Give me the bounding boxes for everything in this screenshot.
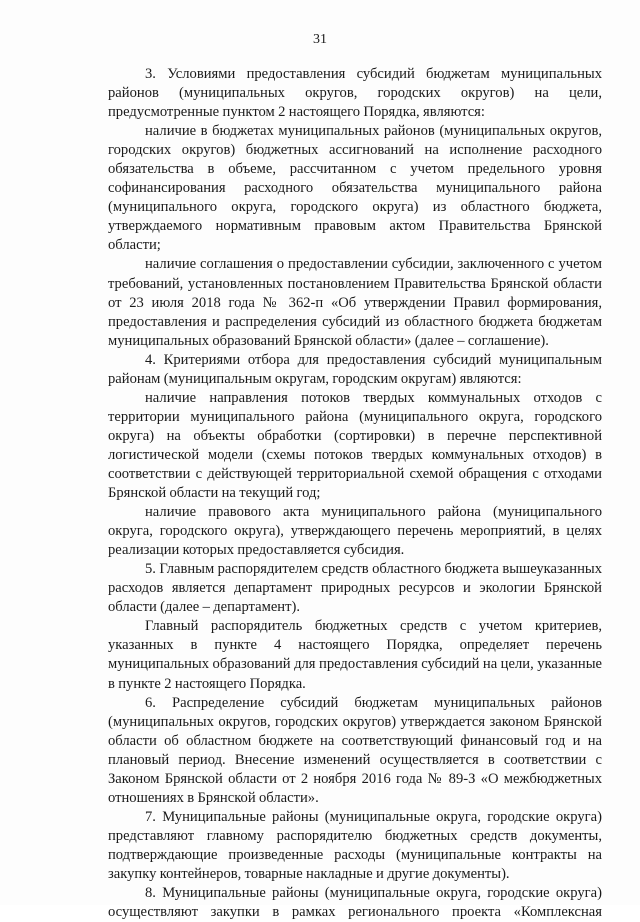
paragraph-waste-flows: наличие направления потоков твердых коммунальных отходов с территории муниципального района (муниципального округа, городского округа) на объекты обработки (сортировки) в перечне перспективной логистической модели (схемы потоков твердых коммунальных отходов) в соответствии с действующей территориальной схемой обращения с отходами Брянской области на текущий год; — [108, 389, 602, 502]
paragraph-legal-act: наличие правового акта муниципального района (муниципального округа, городского округа), утверждающего перечень мероприятий, в целях реализации которых предоставляется субсидия. — [108, 504, 602, 559]
paragraph-7-documents: 7. Муниципальные районы (муниципальные округа, городские округа) представляют главному распорядителю бюджетных средств документы, подтверждающие произведенные расходы (муниципальные контракты на закупку контейнеров, товарные накладные и другие документы). — [108, 808, 602, 882]
paragraph-agreement: наличие соглашения о предоставлении субсидии, заключенного с учетом требований, установленных постановлением Правительства Брянской области от 23 июля 2018 года № 362-п «Об утверждении Правил формирования, предоставления и распределения субсидий из областного бюджета бюджетам муниципальных образований Брянской области» (далее – соглашение). — [108, 256, 602, 349]
paragraph-4-criteria: 4. Критериями отбора для предоставления субсидий муниципальным районам (муниципальным округам, городским округам) являются: — [108, 351, 602, 387]
paragraph-8-procurement: 8. Муниципальные районы (муниципальные округа, городские округа) осуществляют закупки в рамках регионального проекта «Комплексная — [108, 885, 602, 921]
document-body — [108, 65, 602, 922]
page-number: 31 — [313, 32, 327, 47]
paragraph-administrator-list: Главный распорядитель бюджетных средств с учетом критериев, указанных в пункте 4 настоящего Порядка, определяет перечень муниципальных образований для предоставления субсидий на цели, указанные в пункте 2 настоящего Порядка. — [108, 618, 602, 692]
paragraph-3-conditions: 3. Условиями предоставления субсидий бюджетам муниципальных районов (муниципальных округов, городских округов) на цели, предусмотренные пунктом 2 настоящего Порядка, являются: — [108, 66, 602, 121]
paragraph-5-chief-administrator: 5. Главным распорядителем средств областного бюджета вышеуказанных расходов является департамент природных ресурсов и экологии Брянской области (далее – департамент). — [108, 561, 602, 616]
paragraph-budget-allocations: наличие в бюджетах муниципальных районов (муниципальных округов, городских округов) бюджетных ассигнований на исполнение расходного обязательства в объеме, рассчитанном с учетом предельного уровня софинансирования расходного обязательства муниципального района (муниципального округа, городского округа) из областного бюджета, утверждаемого нормативным правовым актом Правительства Брянской области; — [108, 123, 602, 254]
paragraph-6-distribution: 6. Распределение субсидий бюджетам муниципальных районов (муниципальных округов, городских округов) утверждается законом Брянской области об областном бюджете на соответствующий финансовый год и на плановый период. Внесение изменений осуществляется в соответствии с Законом Брянской области от 2 ноября 2016 года № 89-З «О межбюджетных отношениях в Брянской области». — [108, 694, 602, 806]
